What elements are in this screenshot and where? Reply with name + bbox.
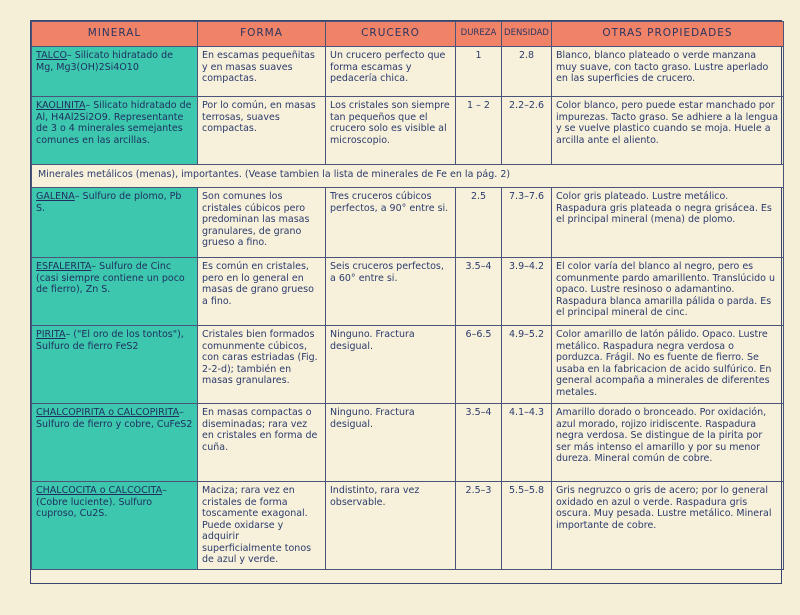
table-row (32, 404, 784, 482)
otras-propiedades-cell: Color amarillo de latón pálido. Opaco. Lustre metálico. Raspadura negra verdosa o porduzca. Frágil. No es fuente de fierro. Se usaba en la fabricacion de acido sulfúrico. En general acompaña a minerales de diferentes metales. (552, 326, 784, 404)
dureza-cell: 1 (456, 47, 502, 97)
otras-propiedades-cell: Gris negruzco o gris de acero; por lo general oxidado en azul o verde. Raspadura gris oscura. Muy pesada. Lustre metálico. Mineral importante de cobre. (552, 482, 784, 570)
table-row (32, 188, 784, 258)
otras-propiedades-cell: Color blanco, pero puede estar manchado por impurezas. Tacto graso. Se adhiere a la lengua y se vuelve plastico cuando se moja. Huele a arcilla ante el aliento. (552, 97, 784, 165)
header-dureza: DUREZA (456, 22, 502, 47)
header-densidad: DENSIDAD (502, 22, 552, 47)
dureza-cell: 2.5 (456, 188, 502, 258)
forma-cell: En escamas pequeñitas y en masas suaves compactas. (198, 47, 326, 97)
mineral-name: KAOLINITA (36, 100, 86, 111)
mineral-description: – Silicato hidratado de Al, H4Al2Si2O9. Representante de 3 o 4 minerales semejantes comunes en las arcillas. (36, 100, 192, 146)
mineral-name: CHALCOCITA o CALCOCITA (36, 485, 163, 496)
crucero-cell: Tres cruceros cúbicos perfectos, a 90° entre si. (326, 188, 456, 258)
densidad-cell: 2.8 (502, 47, 552, 97)
table-row (32, 47, 784, 97)
dureza-cell: 6–6.5 (456, 326, 502, 404)
mineral-cell (32, 258, 198, 326)
crucero-cell: Un crucero perfecto que forma escamas y pedacería chica. (326, 47, 456, 97)
mineral-description: – ("El oro de los tontos"), Sulfuro de fierro FeS2 (36, 329, 184, 352)
crucero-cell: Seis cruceros perfectos, a 60° entre si. (326, 258, 456, 326)
dureza-cell: 3.5–4 (456, 258, 502, 326)
bottom-rows (32, 188, 784, 570)
forma-cell: Maciza; rara vez en cristales de forma toscamente exagonal. Puede oxidarse y adquirir superficialmente tonos de azul y verde. (198, 482, 326, 570)
crucero-cell: Ninguno. Fractura desigual. (326, 404, 456, 482)
mineral-cell (32, 47, 198, 97)
section-row (32, 165, 784, 188)
mineral-name: GALENA (36, 191, 75, 202)
mineral-name: TALCO (36, 50, 67, 61)
mineral-description: – (Cobre luciente). Sulfuro cuproso, Cu2S. (36, 485, 167, 519)
densidad-cell: 3.9–4.2 (502, 258, 552, 326)
densidad-cell: 5.5–5.8 (502, 482, 552, 570)
dureza-cell: 1 – 2 (456, 97, 502, 165)
mineral-cell (32, 482, 198, 570)
dureza-cell: 2.5–3 (456, 482, 502, 570)
crucero-cell: Ninguno. Fractura desigual. (326, 326, 456, 404)
crucero-cell: Los cristales son siempre tan pequeños que el crucero solo es visible al microscopio. (326, 97, 456, 165)
section-title: Minerales metálicos (menas), importantes. (Vease tambien la lista de minerales de Fe en la pág. 2) (32, 165, 784, 188)
otras-propiedades-cell: El color varía del blanco al negro, pero es comunmente pardo amarillento. Translúcido u opaco. Lustre resinoso o adamantino. Raspadura blanca amarilla pálida o parda. Es el principal mineral de cinc. (552, 258, 784, 326)
mineral-name: ESFALERITA (36, 261, 92, 272)
forma-cell: Son comunes los cristales cúbicos pero predominan las masas granulares, de grano grueso a fino. (198, 188, 326, 258)
otras-propiedades-cell: Color gris plateado. Lustre metálico. Raspadura gris plateada o negra grisácea. Es el principal mineral (mena) de plomo. (552, 188, 784, 258)
mineral-description: – Sulfuro de Cinc (casi siempre contiene un poco de fierro), Zn S. (36, 261, 185, 295)
minerals-table-sheet (30, 20, 782, 584)
header-crucero: CRUCERO (326, 22, 456, 47)
mineral-cell (32, 97, 198, 165)
densidad-cell: 4.9–5.2 (502, 326, 552, 404)
table-row (32, 482, 784, 570)
otras-propiedades-cell: Blanco, blanco plateado o verde manzana muy suave, con tacto graso. Lustre aperlado en las superficies de crucero. (552, 47, 784, 97)
densidad-cell: 2.2–2.6 (502, 97, 552, 165)
mineral-name: CHALCOPIRITA o CALCOPIRITA (36, 407, 180, 418)
header-otras-propiedades: OTRAS PROPIEDADES (552, 22, 784, 47)
mineral-description: – Silicato hidratado de Mg, Mg3(OH)2Si4O10 (36, 50, 173, 73)
table-row (32, 258, 784, 326)
forma-cell: Por lo común, en masas terrosas, suaves compactas. (198, 97, 326, 165)
mineral-description: – Sulfuro de fierro y cobre, CuFeS2 (36, 407, 193, 430)
header-forma: FORMA (198, 22, 326, 47)
forma-cell: Cristales bien formados comunmente cúbicos, con caras estriadas (Fig. 2-2-d); también en masas granulares. (198, 326, 326, 404)
mineral-cell (32, 404, 198, 482)
densidad-cell: 7.3–7.6 (502, 188, 552, 258)
forma-cell: En masas compactas o diseminadas; rara vez en cristales en forma de cuña. (198, 404, 326, 482)
header-row (32, 22, 784, 47)
forma-cell: Es común en cristales, pero en lo general en masas de grano grueso a fino. (198, 258, 326, 326)
dureza-cell: 3.5–4 (456, 404, 502, 482)
mineral-cell (32, 326, 198, 404)
mineral-description: – Sulfuro de plomo, Pb S. (36, 191, 182, 214)
header-mineral: MINERAL (32, 22, 198, 47)
table-row (32, 97, 784, 165)
densidad-cell: 4.1–4.3 (502, 404, 552, 482)
mineral-name: PIRITA (36, 329, 66, 340)
mineral-cell (32, 188, 198, 258)
top-rows (32, 47, 784, 165)
minerals-table (31, 21, 784, 570)
otras-propiedades-cell: Amarillo dorado o bronceado. Por oxidación, azul morado, rojizo iridiscente. Raspadura negra verdosa. Se distingue de la pirita por ser más intenso el amarillo y por su menor dureza. Mineral común de cobre. (552, 404, 784, 482)
table-row (32, 326, 784, 404)
crucero-cell: Indistinto, rara vez observable. (326, 482, 456, 570)
